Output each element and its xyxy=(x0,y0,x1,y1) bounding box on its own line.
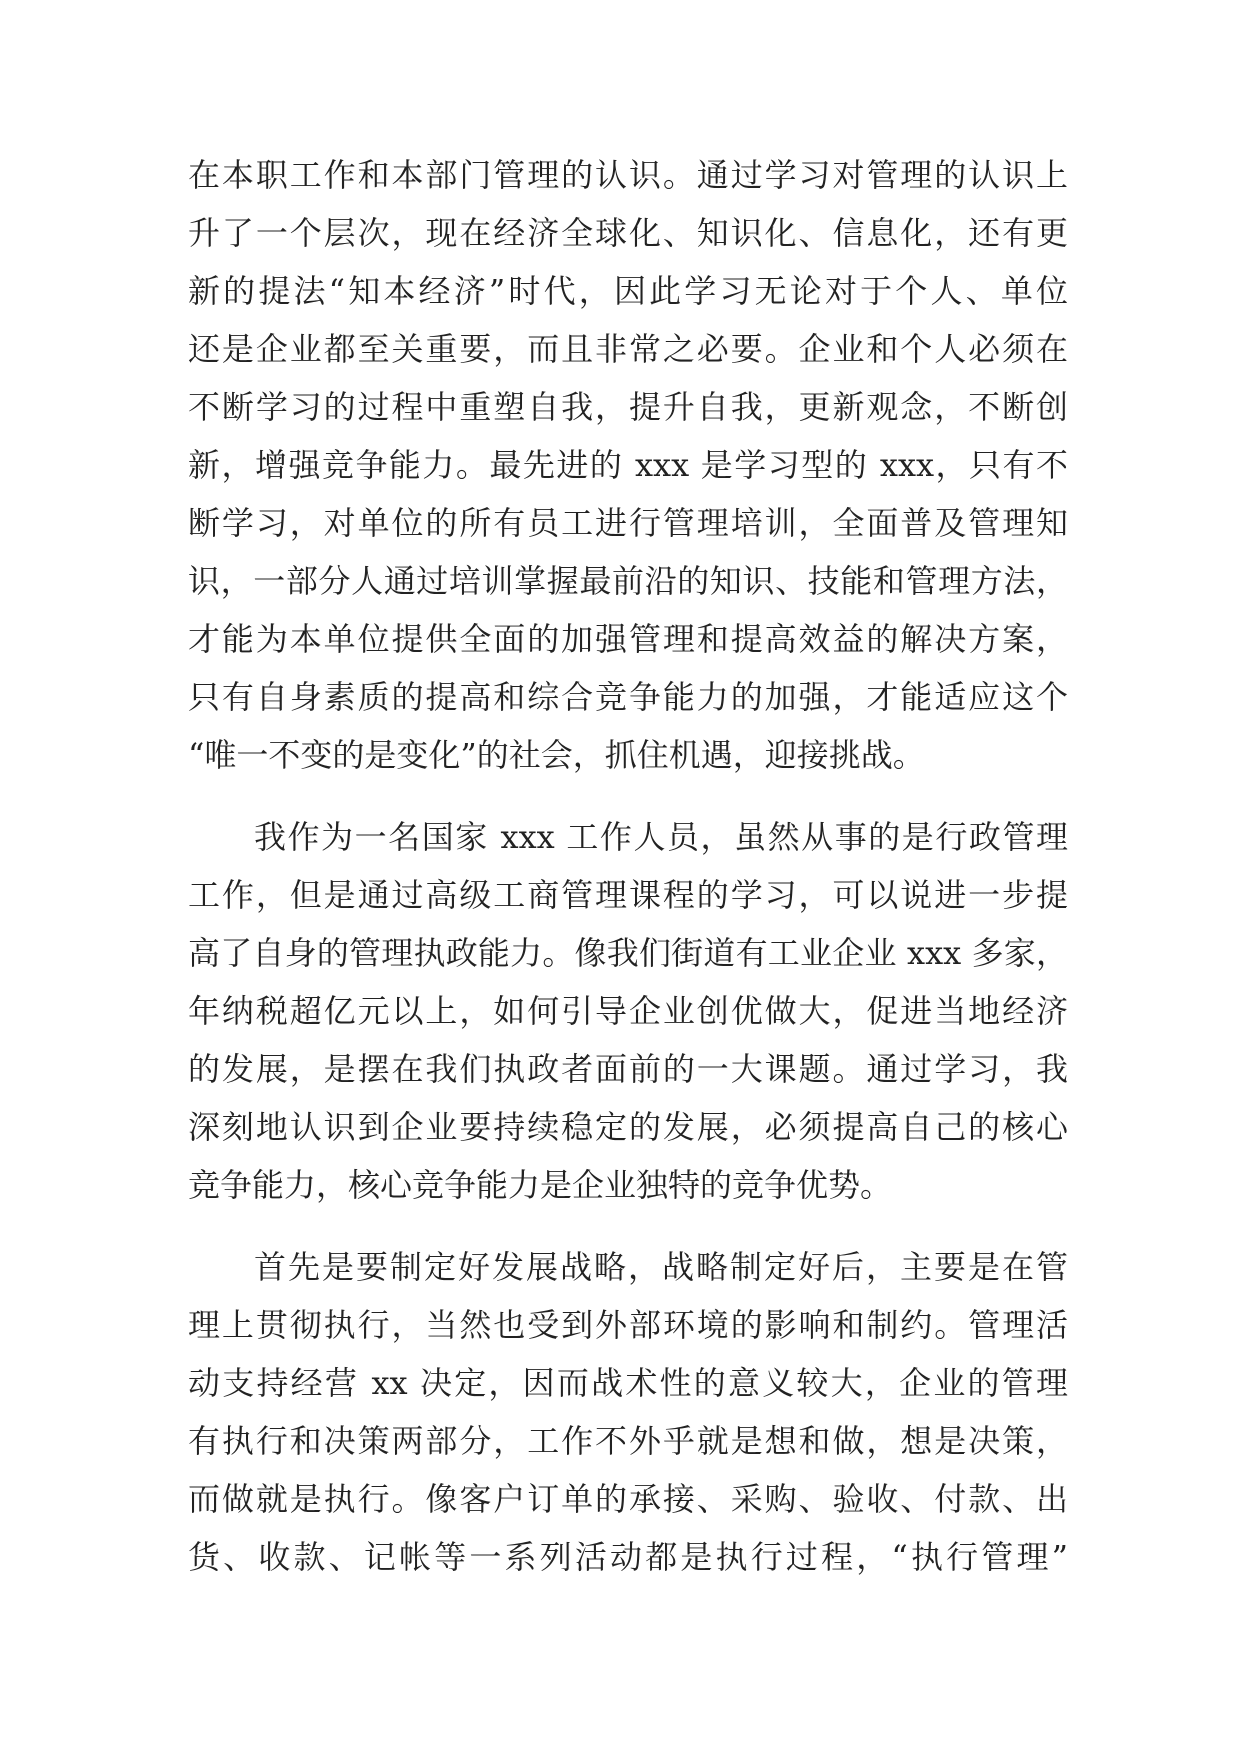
text-line: 只有自身素质的提高和综合竞争能力的加强，才能适应这个 xyxy=(188,678,1068,716)
text-line: 工作，但是通过高级工商管理课程的学习，可以说进一步提 xyxy=(188,876,1068,914)
text-line: 才能为本单位提供全面的加强管理和提高效益的解决方案， xyxy=(188,620,1068,658)
text-line: 而做就是执行。像客户订单的承接、采购、验收、付款、出 xyxy=(188,1480,1068,1518)
paragraph-3 xyxy=(188,1238,1068,1586)
text-line: 新，增强竞争能力。最先进的 xxx 是学习型的 xxx，只有不 xyxy=(188,446,1068,484)
text-line: 新的提法“知本经济”时代，因此学习无论对于个人、单位 xyxy=(188,272,1068,310)
text-line: 首先是要制定好发展战略，战略制定好后，主要是在管 xyxy=(254,1248,1068,1286)
paragraph-2 xyxy=(188,808,1068,1214)
text-line: 我作为一名国家 xxx 工作人员，虽然从事的是行政管理 xyxy=(254,818,1068,856)
text-line: 深刻地认识到企业要持续稳定的发展，必须提高自己的核心 xyxy=(188,1108,1068,1146)
document-body xyxy=(188,146,1068,1586)
text-line: 还是企业都至关重要，而且非常之必要。企业和个人必须在 xyxy=(188,330,1068,368)
text-line: 升了一个层次，现在经济全球化、知识化、信息化，还有更 xyxy=(188,214,1068,252)
text-line: 识，一部分人通过培训掌握最前沿的知识、技能和管理方法， xyxy=(188,562,1068,600)
text-line: 年纳税超亿元以上，如何引导企业创优做大，促进当地经济 xyxy=(188,992,1068,1030)
paragraph-1 xyxy=(188,146,1068,784)
text-line: 有执行和决策两部分，工作不外乎就是想和做，想是决策， xyxy=(188,1422,1068,1460)
text-line: “唯一不变的是变化”的社会，抓住机遇，迎接挑战。 xyxy=(188,736,925,774)
text-line: 在本职工作和本部门管理的认识。通过学习对管理的认识上 xyxy=(188,156,1068,194)
text-line: 断学习，对单位的所有员工进行管理培训，全面普及管理知 xyxy=(188,504,1068,542)
text-line: 的发展，是摆在我们执政者面前的一大课题。通过学习，我 xyxy=(188,1050,1068,1088)
text-line: 竞争能力，核心竞争能力是企业独特的竞争优势。 xyxy=(188,1166,893,1204)
text-line: 动支持经营 xx 决定，因而战术性的意义较大，企业的管理 xyxy=(188,1364,1068,1402)
text-line: 高了自身的管理执政能力。像我们街道有工业企业 xxx 多家， xyxy=(188,934,1068,972)
text-line: 货、收款、记帐等一系列活动都是执行过程，“执行管理” xyxy=(188,1538,1068,1576)
text-line: 不断学习的过程中重塑自我，提升自我，更新观念，不断创 xyxy=(188,388,1068,426)
text-line: 理上贯彻执行，当然也受到外部环境的影响和制约。管理活 xyxy=(188,1306,1068,1344)
